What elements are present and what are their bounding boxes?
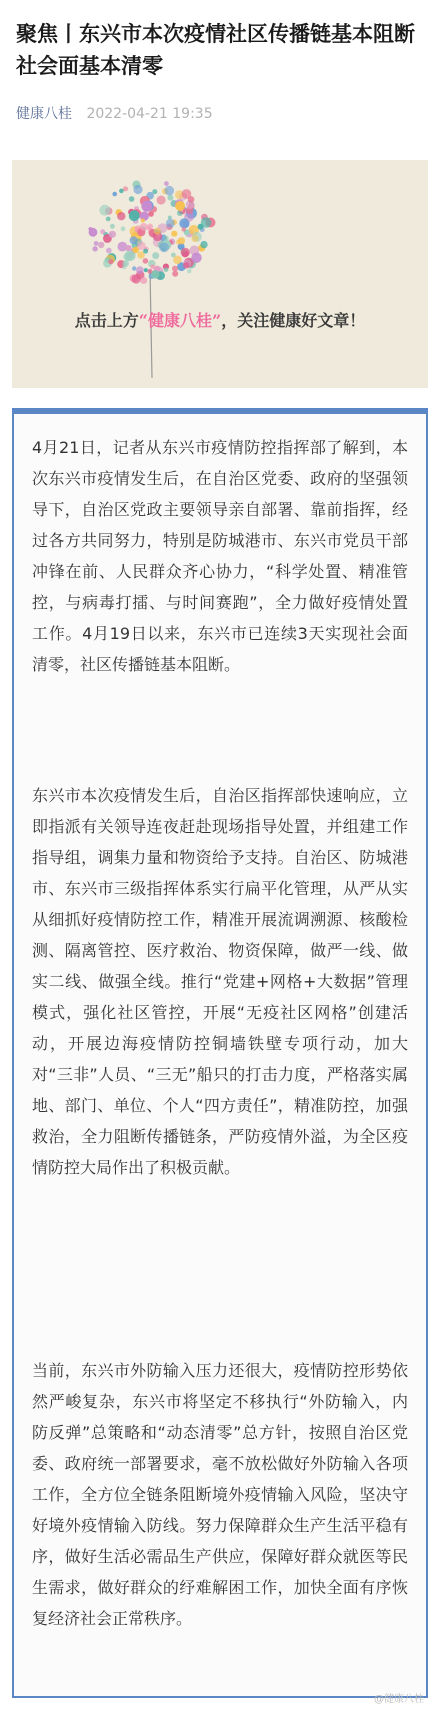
watermark: @健康八桂 [374, 1694, 424, 1705]
flower-tree-illustration [12, 160, 428, 388]
follow-prompt: 点击上方“健康八桂”，关注健康好文章！ [74, 311, 366, 330]
paragraph-2: 东兴市本次疫情发生后，自治区指挥部快速响应，立即指派有关领导连夜赶赴现场指导处置，并组建工作指导组，调集力量和物资给予支持。自治区、防城港市、东兴市三级指挥体系实行扁平化管理，从严从实从细抓好疫情防控工作，精准开展流调溯源、核酸检测、隔离管控、医疗救治、物资保障，做严一线、做实二线、做强全线。推行“党建+网格+大数据”管理模式，强化社区管控，开展“无疫社区网格”创建活动，开展边海疫情防控铜墙铁壁专项行动，加大对“三非”人员、“三无”船只的打击力度，严格落实属地、部门、单位、个人“四方责任”，精准防控，加强救治，全力阻断传播链条，严防疫情外溢，为全区疫情防控大局作出了积极贡献。 [32, 786, 408, 1177]
follow-banner [12, 160, 428, 388]
account-name-link[interactable]: 健康八桂 [16, 106, 72, 122]
publish-time: 2022-04-21 19:35 [86, 106, 213, 122]
brand-name: “健康八桂” [138, 311, 222, 330]
paragraph-1: 4月21日，记者从东兴市疫情防控指挥部了解到，本次东兴市疫情发生后，在自治区党委、政府的坚强领导下，自治区党政主要领导亲自部署、靠前指挥，经过各方共同努力，特别是防城港市、东兴市党员干部冲锋在前、人民群众齐心协力，“科学处置、精准管控，与病毒打擂、与时间赛跑”，全力做好疫情处置工作。4月19日以来，东兴市已连续3天实现社会面清零，社区传播链基本阻断。 [32, 438, 408, 674]
article-meta [16, 104, 213, 124]
paragraph-3: 当前，东兴市外防输入压力还很大，疫情防控形势依然严峻复杂，东兴市将坚定不移执行“外防输入，内防反弹”总策略和“动态清零”总方针，按照自治区党委、政府统一部署要求，毫不放松做好外防输入各项工作，全方位全链条阻断境外疫情输入风险，坚决守好境外疫情输入防线。努力保障群众生产生活平稳有序，做好生活必需品生产供应，保障好群众就医等民生需求，做好群众的纾难解困工作，加快全面有序恢复经济社会正常秩序。 [32, 1361, 408, 1628]
article-title: 聚焦丨东兴市本次疫情社区传播链基本阻断 社会面基本清零 [16, 22, 415, 78]
